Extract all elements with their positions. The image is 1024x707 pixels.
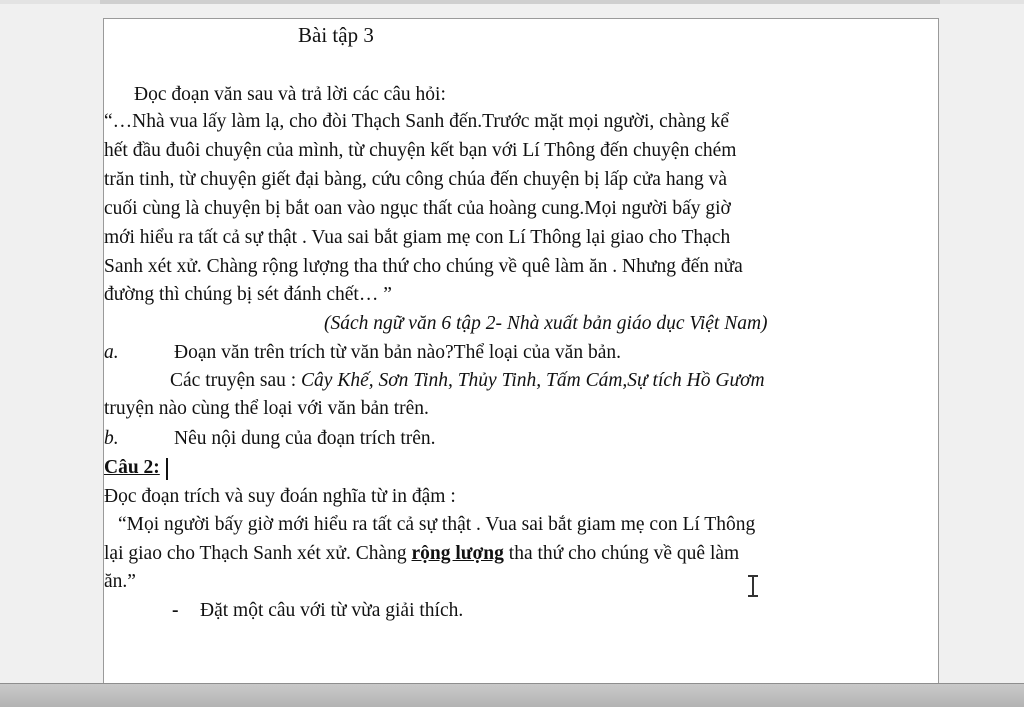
question-a-prefix: Các truyện sau : <box>170 370 302 391</box>
cau2-intro: Đọc đoạn trích và suy đoán nghĩa từ in đậm : <box>104 486 456 507</box>
top-ruler-segment <box>100 0 940 4</box>
ibeam-cursor-icon <box>748 575 758 597</box>
question-b-marker: b. <box>104 428 119 449</box>
question-a-marker: a. <box>104 342 119 363</box>
question-b-text: Nêu nội dung của đoạn trích trên. <box>174 428 436 449</box>
quote-line-2-pre: lại giao cho Thạch Sanh xét xử. Chàng <box>104 543 412 564</box>
document-page[interactable] <box>103 18 939 683</box>
text-cursor <box>166 458 168 480</box>
question-a-text: Đoạn văn trên trích từ văn bản nào?Thể loại của văn bản. <box>174 342 621 363</box>
cau2-label: Câu 2: <box>104 457 160 478</box>
passage-line-4: cuối cùng là chuyện bị bắt oan vào ngục thất của hoàng cung.Mọi người bấy giờ <box>104 198 731 219</box>
quote-line-2-post: tha thứ cho chúng về quê làm <box>503 543 740 564</box>
top-ruler <box>0 0 1024 4</box>
status-bar <box>0 683 1024 707</box>
passage-line-1: “…Nhà vua lấy làm lạ, cho đòi Thạch Sanh đến.Trước mặt mọi người, chàng kể <box>104 111 729 132</box>
passage-line-3: trăn tinh, từ chuyện giết đại bàng, cứu công chúa đến chuyện bị lấp cửa hang và <box>104 169 728 190</box>
story-titles: Cây Khế, Sơn Tinh, Thủy Tinh, Tấm Cám,Sự tích Hồ Gươm <box>301 370 765 391</box>
quote-line-1: “Mọi người bấy giờ mới hiểu ra tất cả sự thật . Vua sai bắt giam mẹ con Lí Thông <box>118 514 756 535</box>
passage-line-6: Sanh xét xử. Chàng rộng lượng tha thứ cho chúng về quê làm ăn . Nhưng đến nửa <box>104 256 743 277</box>
passage-line-7: đường thì chúng bị sét đánh chết… ” <box>104 284 392 305</box>
question-a-line3: truyện nào cùng thể loại với văn bản trên. <box>104 398 429 419</box>
exercise-title: Bài tập 3 <box>298 23 374 47</box>
quote-line-2 <box>104 542 739 566</box>
task-bullet: - <box>172 600 179 621</box>
highlighted-word: rộng lượng <box>411 543 504 564</box>
passage-line-2: hết đầu đuôi chuyện của mình, từ chuyện kết bạn với Lí Thông đến chuyện chém <box>104 140 737 161</box>
question-a-line2 <box>170 369 765 393</box>
quote-line-3: ăn.” <box>104 571 136 592</box>
passage-line-5: mới hiểu ra tất cả sự thật . Vua sai bắt giam mẹ con Lí Thông lại giao cho Thạch <box>104 227 731 248</box>
task-text: Đặt một câu với từ vừa giải thích. <box>200 600 464 621</box>
source-citation: (Sách ngữ văn 6 tập 2- Nhà xuất bản giáo dục Việt Nam) <box>324 313 768 334</box>
instruction-line: Đọc đoạn văn sau và trả lời các câu hỏi: <box>134 84 446 105</box>
cau2-heading <box>104 456 168 480</box>
